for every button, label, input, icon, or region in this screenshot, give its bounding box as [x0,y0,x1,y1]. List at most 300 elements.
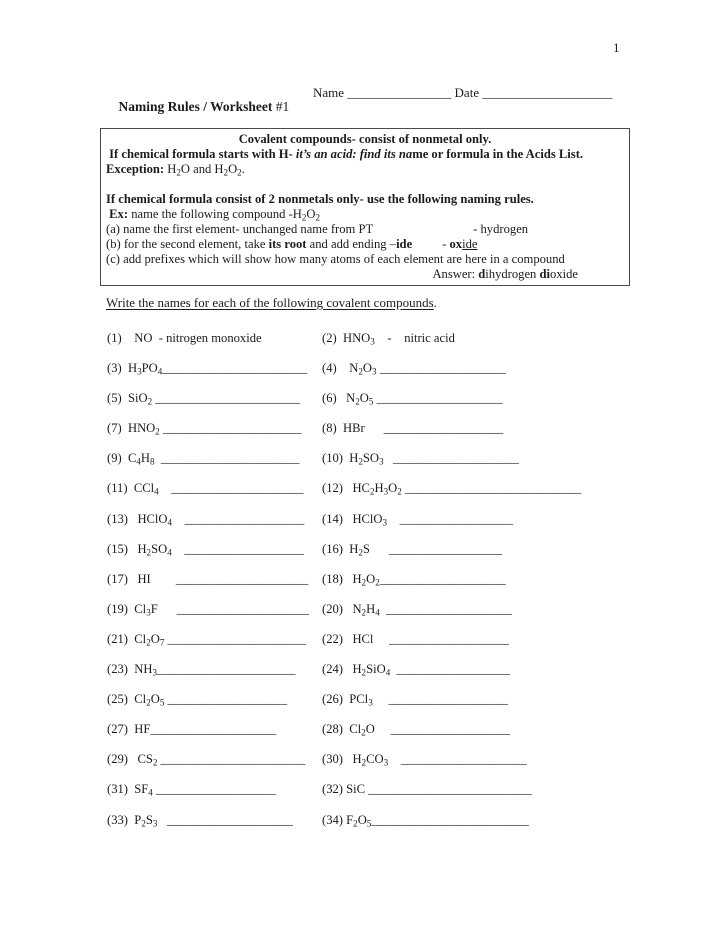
answer-blank: __________________ [390,662,510,677]
item-formula [128,361,162,375]
subscript: 2 [358,456,363,467]
element-symbol: Cl [134,692,147,707]
answer-blank: ___________________ [171,541,304,556]
item-5 [107,391,300,406]
subscript: 2 [375,577,380,588]
item-number: (22) [322,631,353,646]
answer-blank: ___________________ [374,722,511,737]
item-10 [322,451,519,466]
rules-text-segment: O [228,162,238,176]
item-number: (21) [107,631,135,646]
rules-line [106,177,624,192]
subscript: 3 [379,456,384,467]
rules-line [106,252,624,267]
item-number: (19) [107,601,135,616]
item-answer: - nitric acid [374,331,455,345]
item-row [107,331,647,361]
answer-blank: ______________________ [159,421,302,436]
element-symbol: HC [352,481,370,496]
rules-text-segment: (b) for the second element, take [106,237,269,251]
rules-text-segment: (a) name the first element- unchanged name from PT [106,222,374,236]
subscript: 2 [369,486,375,497]
subscript: 2 [397,486,402,497]
item-2 [322,331,455,346]
item-row [107,602,647,632]
rules-text-segment: . [241,162,245,176]
rules-text-segment: ide [396,237,413,251]
rules-text-segment: ide [462,237,478,251]
element-symbol: HNO [127,421,156,436]
instruction-text: Write the names for each of the following covalent compounds [106,295,434,310]
rules-text-segment: O [306,207,316,221]
element-symbol: O [366,571,376,586]
answer-blank: ______________________ [157,662,296,677]
subscript: 2 [361,607,367,618]
rules-text-segment: If chemical formula starts with H- [106,147,296,161]
rules-text-segment: and add ending – [306,237,397,251]
rules-text-segment: Answer: [432,267,479,281]
element-symbol: HBr [342,421,365,436]
rules-line [106,132,624,147]
item-row [107,752,647,782]
element-symbol: O [150,692,160,707]
item-21 [107,632,306,647]
item-17 [107,572,308,587]
item-22 [322,632,509,647]
item-number: (5) [107,391,128,406]
item-row [107,451,647,481]
subscript: 2 [315,212,321,223]
instruction [106,295,437,311]
answer-blank: _____________________ [158,481,304,496]
item-row [107,692,647,722]
item-formula [352,632,373,646]
item-formula [349,722,375,736]
item-formula [134,722,150,736]
subscript: 2 [361,727,366,738]
item-number: (12) [322,481,353,496]
subscript: 4 [136,456,141,467]
answer-blank: ___________________ [364,421,504,436]
name-blank: ________________ [344,85,455,100]
subscript: 4 [148,787,153,798]
element-symbol: H [349,541,359,556]
instruction-period: . [433,295,437,310]
element-symbol: P [134,812,142,827]
item-number: (28) [322,722,350,737]
item-number: (3) [107,361,128,376]
element-symbol: CS [137,752,153,767]
element-symbol: HI [137,571,151,586]
item-formula [128,421,160,435]
element-symbol: F [150,601,158,616]
answer-blank: ___________________ [164,692,288,707]
subscript: 5 [159,697,165,708]
element-symbol: S [145,812,153,827]
item-formula [343,331,375,345]
subscript: 2 [361,577,367,588]
answer-blank: ______________________ [164,631,307,646]
answer-blank: ____________________ [383,451,519,466]
subscript: 3 [146,607,151,618]
item-number: (34) [322,812,347,827]
item-formula [137,542,171,556]
subscript: 3 [152,817,158,828]
item-formula [352,572,379,586]
item-15 [107,542,304,557]
item-12 [322,481,581,496]
element-symbol: HCl [352,631,374,646]
item-row [107,421,647,451]
item-formula [137,512,172,526]
item-number: (10) [322,451,350,466]
subscript: 3 [383,757,389,768]
item-number: (13) [107,511,138,526]
worksheet-title [119,99,290,114]
item-formula [128,391,152,405]
subscript: 3 [152,667,158,678]
answer-blank: ____________________ [379,571,506,586]
subscript: 3 [383,486,389,497]
rules-text-segment: O and H [180,162,224,176]
element-symbol: F [346,812,354,827]
rules-text-segment: If chemical formula consist of 2 nonmetals only- use the following naming rules. [106,192,534,206]
item-row [107,361,647,391]
answer-blank: _____________________ [157,601,309,616]
answer-blank: __________________ [387,511,513,526]
item-formula [352,481,401,495]
element-symbol: HClO [352,511,383,526]
item-formula [137,752,157,766]
item-25 [107,692,287,707]
rules-text-segment: Exception: [106,162,168,176]
item-26 [322,692,508,707]
element-symbol: O [388,481,398,496]
item-formula [134,782,153,796]
item-number: (9) [107,451,128,466]
subscript: 8 [150,456,155,467]
rules-line [106,222,624,237]
subscript: 2 [361,667,367,678]
item-row [107,722,647,752]
subscript: 2 [301,212,307,223]
item-formula [134,331,152,345]
element-symbol: O [365,722,375,737]
item-29 [107,752,305,767]
item-number: (8) [322,421,343,436]
element-symbol: H [349,451,359,466]
element-symbol: O [150,631,160,646]
element-symbol: SiO [127,391,148,406]
element-symbol: O [359,391,369,406]
item-number: (6) [322,391,347,406]
rules-text-segment: ox [449,237,463,251]
rules-text-segment: d [478,267,486,281]
item-14 [322,512,513,527]
rules-line [106,162,624,177]
item-number: (16) [322,541,350,556]
element-symbol: N [352,601,362,616]
element-symbol: PO [141,361,158,376]
item-31 [107,782,276,797]
item-formula [134,602,157,616]
item-number: (7) [107,421,128,436]
subscript: 2 [358,546,363,557]
item-18 [322,572,506,587]
subscript: 7 [159,637,165,648]
item-number: (18) [322,571,353,586]
item-formula [134,813,157,827]
element-symbol: NO [134,331,153,345]
element-symbol: CO [366,752,384,767]
rules-text-segment: oxide [550,267,578,281]
item-number: (17) [107,571,138,586]
item-answer: - nitrogen monoxide [152,331,262,345]
item-number: (33) [107,812,135,827]
rules-text-segment: its root [268,237,307,251]
item-34 [322,813,529,828]
item-4 [322,361,506,376]
element-symbol: N [346,391,356,406]
element-symbol: NH [134,662,153,677]
element-symbol: H [366,601,376,616]
item-formula [137,572,150,586]
element-symbol: C [127,451,137,466]
subscript: 2 [237,167,242,178]
items-list [107,331,647,843]
item-formula [343,421,365,435]
subscript: 2 [223,167,229,178]
subscript: 2 [155,426,160,437]
item-number: (31) [107,782,135,797]
element-symbol: S [362,541,370,556]
item-row [107,542,647,572]
element-symbol: CCl [133,481,155,496]
item-number: (15) [107,541,138,556]
element-symbol: H [352,662,362,677]
element-symbol: Cl [134,631,147,646]
answer-blank: ____________________________ [401,481,582,496]
rules-text-segment: (c) add prefixes which will show how many atoms of each element are here in a compound [106,252,565,266]
subscript: 2 [146,637,151,648]
element-symbol: SO [362,451,380,466]
page-number: 1 [613,40,620,55]
rules-line [106,237,624,252]
answer-blank: ___________________ [152,782,276,797]
item-16 [322,542,502,557]
rules-text-segment: di [539,267,551,281]
item-number: (11) [107,481,134,496]
rules-text-segment: me or formula in the Acids List. [412,147,584,161]
answer-blank: _______________________ [152,391,301,406]
element-symbol: PCl [349,692,369,707]
element-symbol: H [352,571,362,586]
item-27 [107,722,276,737]
item-formula [134,692,164,706]
item-number: (32) [322,782,347,797]
item-row [107,813,647,843]
item-number: (30) [322,752,353,767]
rules-line [106,192,624,207]
item-formula [352,602,379,616]
rules-text-segment: - hydrogen [473,222,529,236]
element-symbol: O [357,812,367,827]
item-formula [352,512,387,526]
subscript: 4 [167,546,172,557]
subscript: 5 [366,817,372,828]
item-1 [107,331,262,346]
rules-text-segment: ihydrogen [485,267,540,281]
item-formula [346,782,365,796]
element-symbol: SiC [346,782,366,797]
item-row [107,481,647,511]
answer-blank: ______________________ [154,451,300,466]
subscript: 4 [385,667,391,678]
item-32 [322,782,532,797]
element-symbol: H [127,361,138,376]
item-number: (20) [322,601,353,616]
item-8 [322,421,503,436]
item-number: (26) [322,692,350,707]
rules-line [106,147,624,162]
item-30 [322,752,527,767]
item-number: (27) [107,722,135,737]
item-6 [322,391,503,406]
subscript: 2 [176,167,181,178]
item-formula [349,692,372,706]
answer-blank: ____________________ [388,752,527,767]
item-number: (1) [107,331,135,345]
subscript: 2 [361,757,367,768]
answer-blank: _______________________ [157,752,306,767]
item-number: (4) [322,361,350,376]
item-formula [349,542,370,556]
item-13 [107,512,304,527]
element-symbol: H [352,752,362,767]
element-symbol: O [362,361,373,376]
item-28 [322,722,510,737]
item-number: (29) [107,752,138,767]
element-symbol: SiO [366,662,386,677]
subscript: 3 [137,366,142,377]
date-blank: ____________________ [479,85,613,100]
element-symbol: H [137,541,147,556]
answer-blank: ____________________ [157,812,293,827]
item-formula [134,662,157,676]
item-3 [107,361,307,376]
subscript: 5 [368,396,374,407]
element-symbol: N [349,361,359,376]
element-symbol: Cl [349,722,362,737]
element-symbol: HClO [137,511,168,526]
date-label: Date [454,85,480,100]
rules-text-segment: - [442,237,450,251]
item-33 [107,813,293,828]
item-row [107,782,647,812]
rules-line [106,207,624,222]
answer-blank: ____________________ [379,601,512,616]
item-row [107,391,647,421]
subscript: 2 [355,396,360,407]
item-number: (25) [107,692,135,707]
answer-blank: _________________________ [371,812,529,827]
rules-text-segment: name the following compound -H [128,207,302,221]
answer-blank: __________________________ [365,782,532,797]
item-formula [349,361,376,375]
subscript: 4 [375,607,380,618]
item-row [107,632,647,662]
item-19 [107,602,309,617]
name-date-line [313,85,612,101]
rules-text-segment: it’s an acid: find its na [295,147,413,161]
element-symbol: HNO [342,331,371,345]
item-formula [134,632,164,646]
subscript: 2 [141,817,146,828]
item-formula [352,752,388,766]
subscript: 3 [368,697,373,708]
worksheet-title-bold: Naming Rules / Worksheet [118,99,276,114]
item-row [107,512,647,542]
element-symbol: HF [134,722,151,737]
item-formula [128,451,155,465]
subscript: 2 [147,396,153,407]
item-number: (14) [322,511,353,526]
subscript: 4 [167,516,173,527]
rules-text-segment: H [167,162,177,176]
subscript: 3 [372,366,377,377]
element-symbol: H [374,481,384,496]
answer-blank: ___________________ [172,511,305,526]
answer-blank: ___________________ [373,631,509,646]
element-symbol: SF [134,782,149,797]
rules-text-segment: Covalent compounds- consist of nonmetal only. [238,132,492,146]
subscript: 2 [152,757,158,768]
item-number: (2) [322,331,343,345]
subscript: 3 [382,516,388,527]
item-11 [107,481,303,496]
rules-box [100,128,630,286]
item-20 [322,602,512,617]
element-symbol: SO [151,541,168,556]
item-formula [346,391,373,405]
item-formula [349,451,383,465]
item-9 [107,451,299,466]
answer-blank: ____________________ [150,722,277,737]
element-symbol: Cl [134,601,147,616]
item-formula [352,662,390,676]
answer-blank: ___________________ [372,692,509,707]
subscript: 4 [157,366,163,377]
answer-blank: _______________________ [162,361,308,376]
answer-blank: _____________________ [150,571,309,586]
rules-line [106,267,624,282]
item-24 [322,662,510,677]
item-number: (23) [107,662,135,677]
subscript: 2 [358,366,363,377]
item-row [107,662,647,692]
subscript: 3 [370,336,375,347]
answer-blank: ____________________ [373,391,503,406]
worksheet-number: #1 [275,99,290,114]
item-23 [107,662,296,677]
rules-text-segment: Ex: [106,207,129,221]
element-symbol: H [140,451,151,466]
item-formula [134,481,159,495]
item-row [107,572,647,602]
item-7 [107,421,302,436]
subscript: 2 [353,817,358,828]
subscript: 2 [146,697,151,708]
